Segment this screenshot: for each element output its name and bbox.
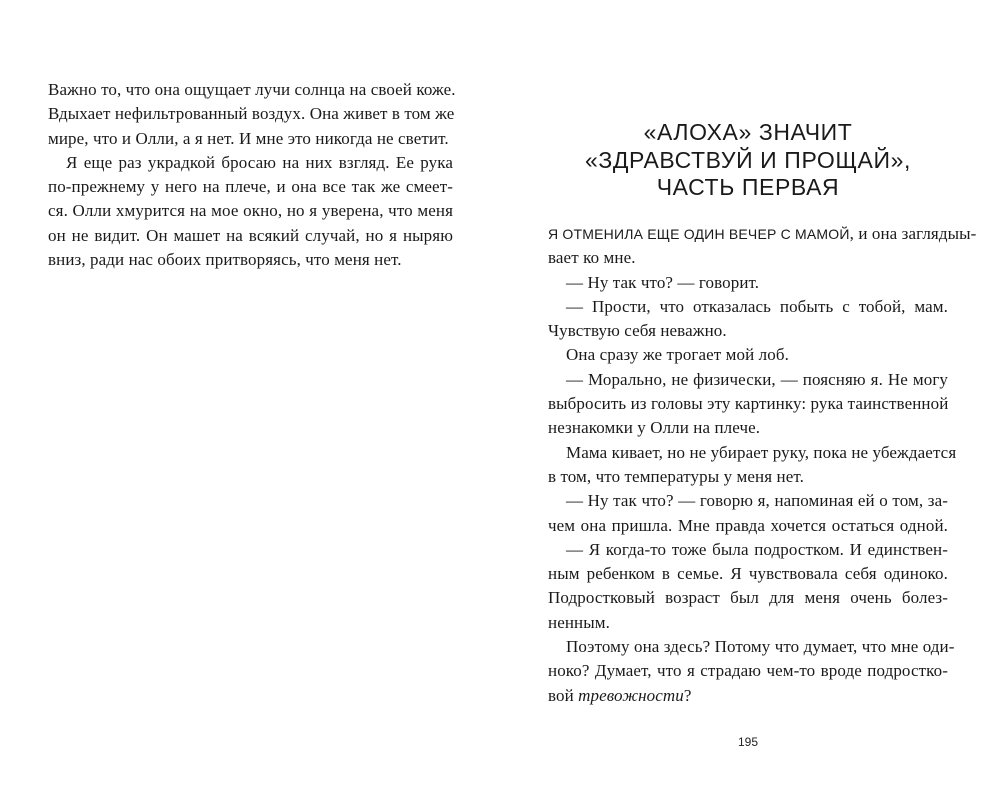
text-line: — Прости, что отказалась побыть с тобой, мам. <box>566 296 948 316</box>
opening-line <box>548 222 977 246</box>
opening-rest: , и она заглядыы- <box>849 224 977 243</box>
text-line: ным ребенком в семье. Я чувствовала себя одиноко. <box>548 564 948 584</box>
text-line: Я еще раз украдкой бросаю на них взгляд. Ее рука <box>66 152 453 172</box>
text-line: незнакомки у Олли на плече. <box>548 418 761 438</box>
text-line: выбросить из головы эту картинку: рука таинственной <box>548 394 949 414</box>
text-line: Подростковый возраст был для меня очень болез- <box>548 588 948 608</box>
text-line: он не видит. Он машет на всякий случай, но я ныряю <box>48 225 453 245</box>
text-line: — Ну так что? — говорит. <box>566 272 760 292</box>
text-line: Вдыхает нефильтрованный воздух. Она живет в том же <box>48 104 455 124</box>
text-line: в том, что температуры у меня нет. <box>548 466 804 486</box>
chapter-title-line: «АЛОХА» ЗНАЧИТ <box>643 119 853 145</box>
chapter-title-line: «ЗДРАВСТВУЙ И ПРОЩАЙ», <box>585 146 911 173</box>
text-line: Мама кивает, но не убирает руку, пока не убеждается <box>566 442 957 462</box>
italic-word: тревожности <box>578 685 684 705</box>
left-page-text <box>48 78 456 272</box>
text-line: Она сразу же трогает мой лоб. <box>566 345 789 365</box>
right-page-text <box>548 222 977 708</box>
text-line: ненным. <box>548 612 610 632</box>
text-line: чем она пришла. Мне правда хочется остаться одной. <box>548 515 948 535</box>
text-line: — Я когда-то тоже была подростком. И единствен- <box>566 539 948 559</box>
text-line: вает ко мне. <box>548 248 636 268</box>
text-line: мире, что и Олли, а я нет. И мне это никогда не светит. <box>48 128 449 148</box>
text-line: — Морально, не физически, — поясняю я. Не могу <box>566 369 948 389</box>
final-punct: ? <box>683 685 692 705</box>
text-line: — Ну так что? — говорю я, напоминая ей о том, за- <box>566 491 948 511</box>
opening-small-caps: Я ОТМЕНИЛА ЕЩЕ ОДИН ВЕЧЕР С МАМОЙ <box>548 226 850 242</box>
text-line: Важно то, что она ощущает лучи солнца на своей коже. <box>48 80 456 99</box>
text-line: по-прежнему у него на плече, и она все так же смеет- <box>48 177 453 197</box>
text-line: ся. Олли хмурится на мое окно, но я уверена, что меня <box>48 201 453 221</box>
chapter-title <box>548 119 948 202</box>
page-number: 195 <box>737 735 759 749</box>
final-line <box>548 684 948 708</box>
text-line: Поэтому она здесь? Потому что думает, что мне оди- <box>566 637 955 657</box>
chapter-title-line: ЧАСТЬ ПЕРВАЯ <box>656 174 840 200</box>
text-line: вниз, ради нас обоих притворяясь, что меня нет. <box>48 250 402 270</box>
text-line: ноко? Думает, что я страдаю чем-то вроде подростко- <box>548 661 948 681</box>
text-line: Чувствую себя неважно. <box>548 321 727 341</box>
final-line-start: вой <box>548 685 574 705</box>
